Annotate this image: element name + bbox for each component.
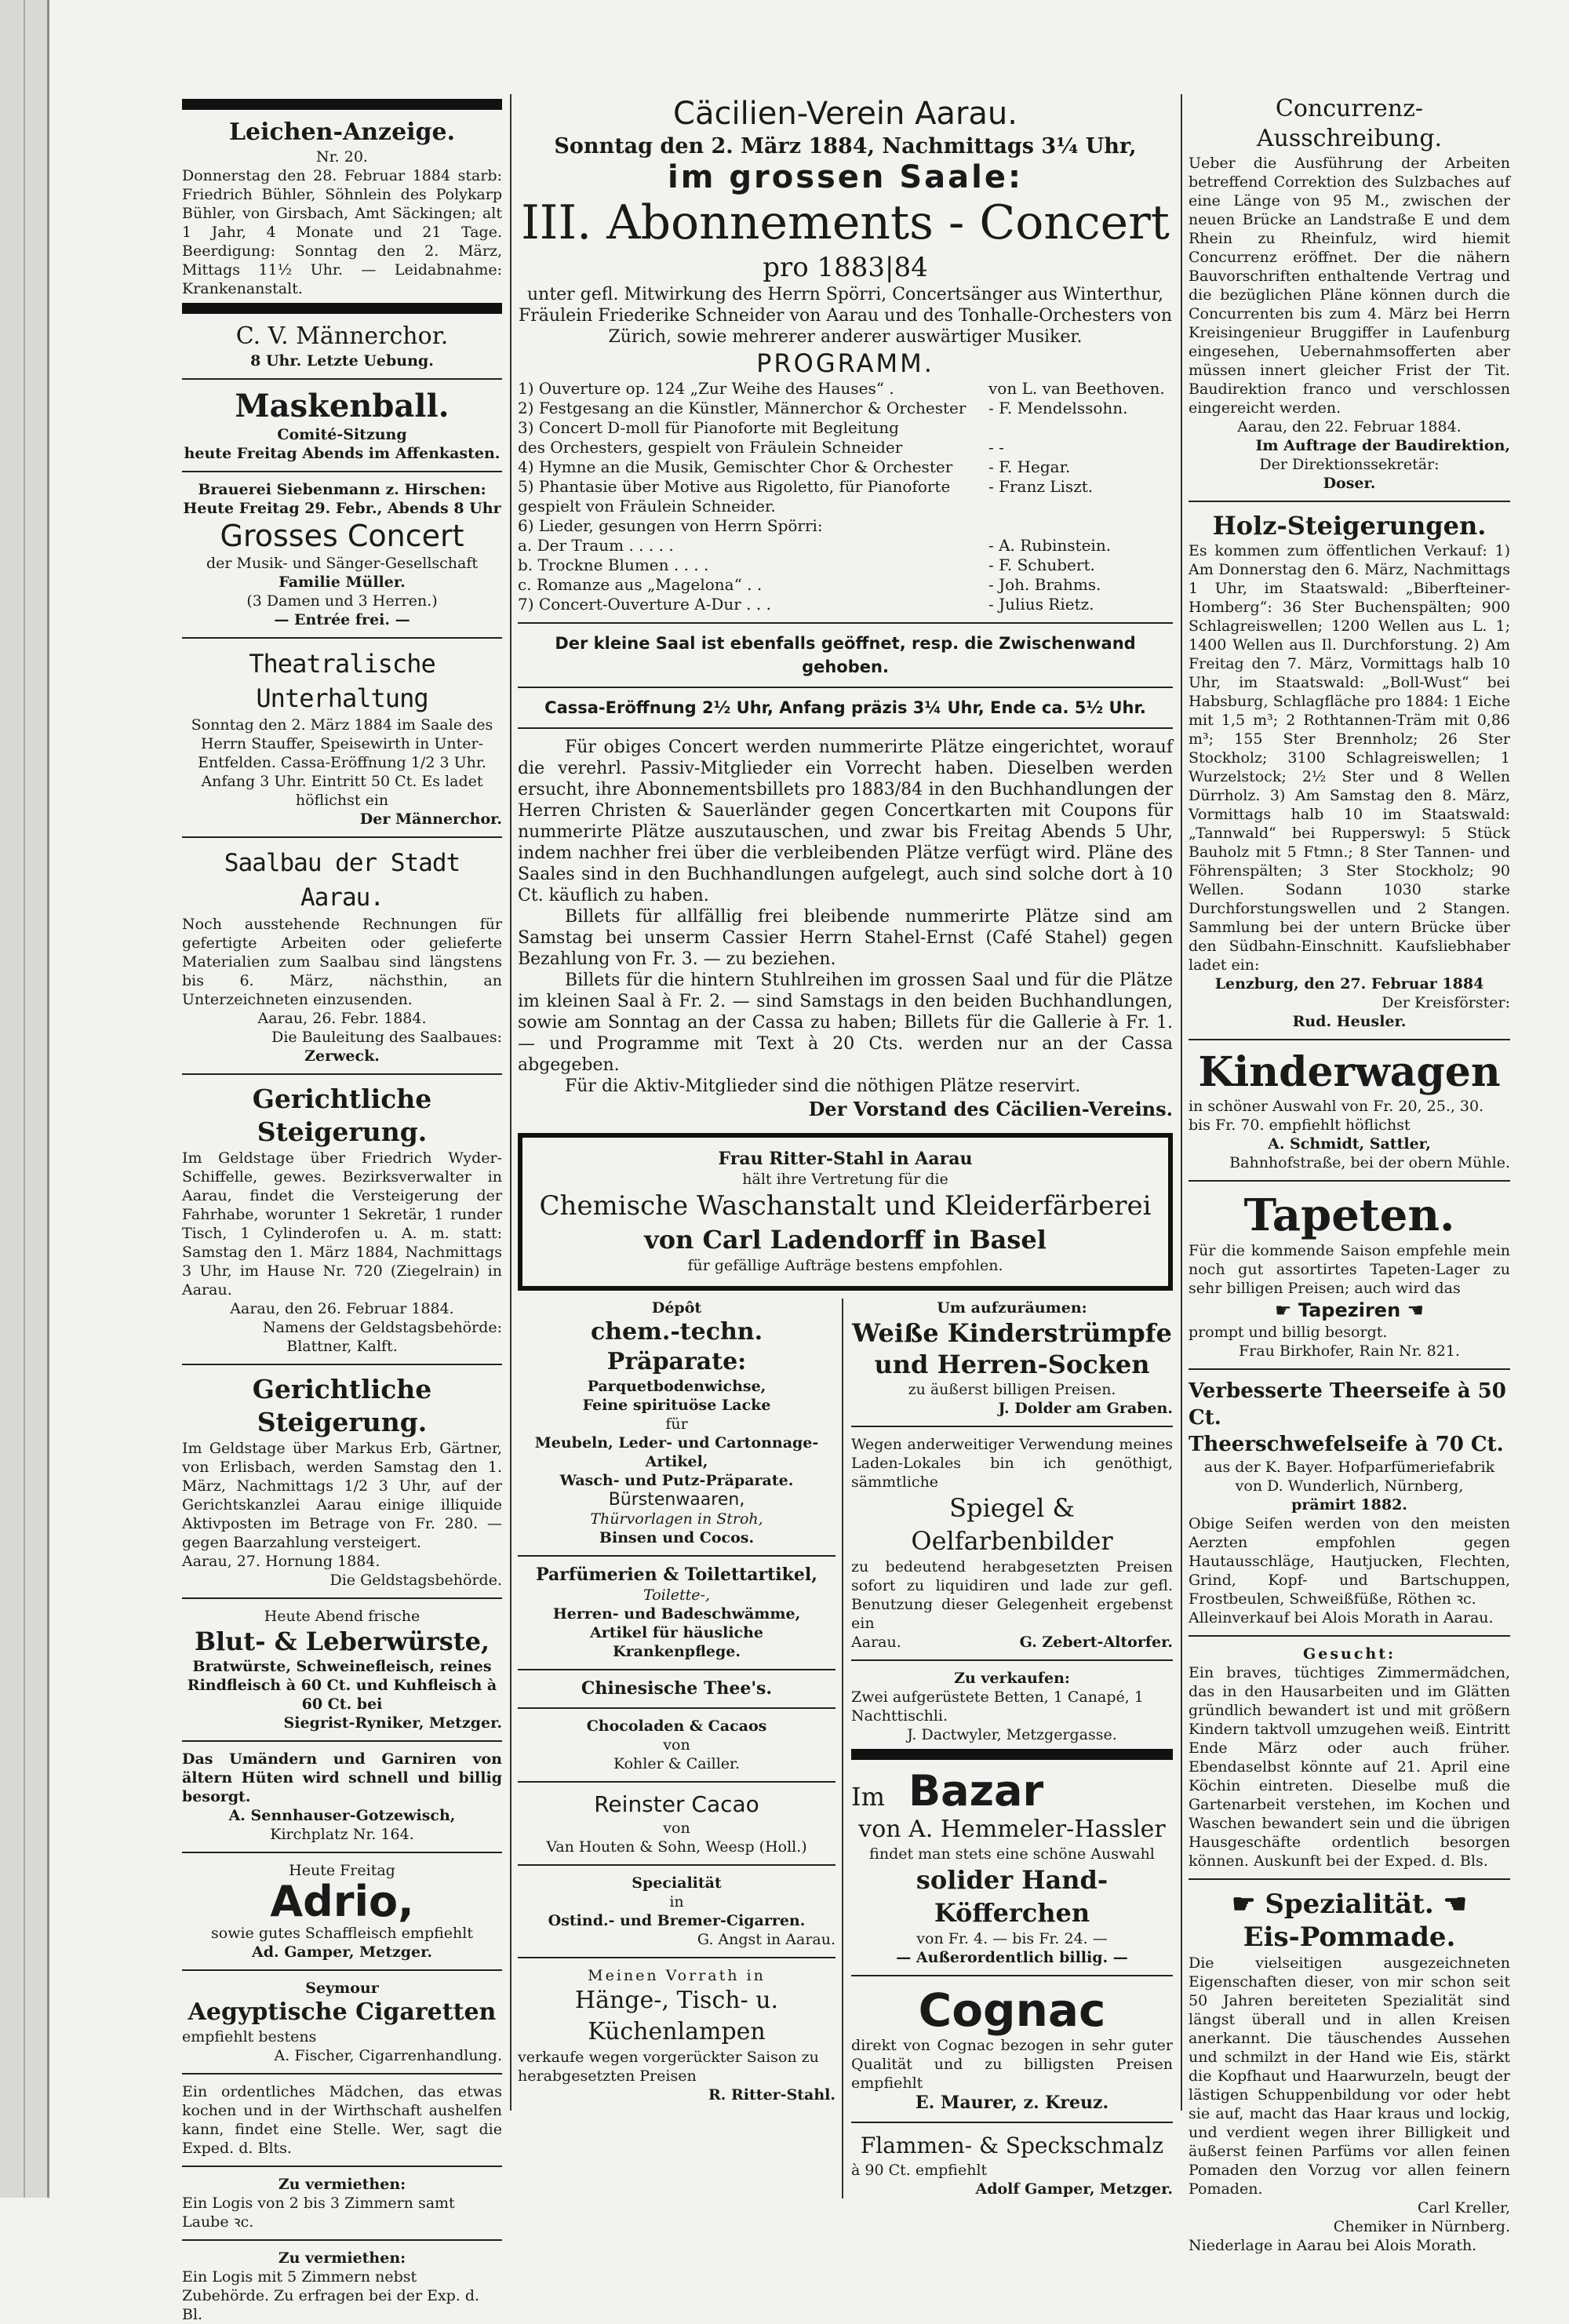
concert-title: III. Abonnements - Concert bbox=[521, 195, 1170, 250]
box-l3: Chemische Waschanstalt und Kleiderfärberei bbox=[539, 1190, 1152, 1222]
ad-holz-title: Holz-Steigerungen. bbox=[1212, 511, 1487, 541]
rule bbox=[851, 1749, 1173, 1760]
concert-org: Cäcilien-Verein Aarau. bbox=[673, 96, 1017, 132]
depot-l3: Parquetbodenwichse, bbox=[587, 1378, 766, 1395]
program-item-piece: b. Trockne Blumen . . . . bbox=[518, 556, 709, 574]
rule bbox=[518, 1707, 835, 1709]
hand-pointer-icon: ☛ bbox=[1232, 1889, 1265, 1920]
lampen-text: verkaufe wegen vorgerückter Saison zu herabgesetzten Preisen bbox=[518, 2049, 819, 2085]
ad-adrio-text: sowie gutes Schaffleisch empfiehlt bbox=[211, 1925, 473, 1942]
ad-seife-title1: Verbesserte Theerseife à 50 Ct. bbox=[1189, 1379, 1506, 1430]
depot-l19: Kohler & Cailler. bbox=[613, 1755, 741, 1772]
rule bbox=[182, 2239, 502, 2241]
rule bbox=[518, 1864, 835, 1866]
program-item-piece: gespielt von Fräulein Schneider. bbox=[518, 497, 776, 515]
depot-l20: Reinster Cacao bbox=[594, 1791, 759, 1817]
rule bbox=[1189, 1039, 1510, 1040]
ad-concurrenz-sig1: Im Auftrage der Baudirektion, bbox=[1255, 437, 1510, 454]
strumpf-sig: J. Dolder am Graben. bbox=[998, 1400, 1173, 1417]
ad-hirschen-l4: Familie Müller. bbox=[278, 574, 406, 591]
program-item bbox=[518, 536, 1173, 556]
program-item bbox=[518, 418, 1173, 438]
spiegel-title: Spiegel & Oelfarbenbilder bbox=[911, 1493, 1113, 1556]
ad-gesucht-title: Gesucht: bbox=[1303, 1645, 1396, 1663]
ad-maedchen-text: Ein ordentliches Mädchen, das etwas kochen und in der Wirthschaft aushelfen kann, findet eine Stelle. Wer, sagt die Exped. d. Blts. bbox=[182, 2083, 502, 2157]
rule bbox=[182, 1073, 502, 1075]
ad-masken-l1: Comité-Sitzung bbox=[277, 426, 407, 443]
concert-cassa: Cassa-Eröffnung 2½ Uhr, Anfang präzis 3¼ Uhr, Ende ca. 5½ Uhr. bbox=[544, 698, 1146, 717]
ad-hirschen-l6: — Entrée frei. — bbox=[274, 611, 410, 628]
lampen-sig: R. Ritter-Stahl. bbox=[708, 2086, 836, 2104]
spiegel-place: Aarau. bbox=[851, 1634, 901, 1651]
ad-adrio-l1: Heute Freitag bbox=[289, 1862, 395, 1879]
depot-l1: Dépôt bbox=[651, 1299, 702, 1317]
ad-concurrenz-text: Ueber die Ausführung der Arbeiten betreffend Correktion des Sulzbaches auf eine Länge von 95 M., zwischen der neuen Brücke an Landstraße E und dem Rhein zu Rheinfulz, wird hiemit Concurrenz eröffnet. Der die nähern Bauvorschriften enthaltende Vertrag und die bezüglichen Pläne können durch die Concurrenten bis zum 4. März bei Herrn Kreisingenieur Bruggiffer in Laufenburg eingesehen, Uebernahmsofferten aber müssen innert gleicher Frist der Tit. Baudirektion franco und verschlossen eingereicht werden. bbox=[1189, 155, 1510, 417]
cognac-text: direkt von Cognac bezogen in sehr guter Qualität und zu billigsten Preisen empfiehlt bbox=[851, 2037, 1173, 2092]
ad-number: Nr. 20. bbox=[316, 148, 368, 166]
page-edge-inner bbox=[8, 0, 25, 2198]
rule bbox=[182, 836, 502, 838]
program-list bbox=[518, 379, 1173, 614]
ad-hirschen-l3: der Musik- und Sänger-Gesellschaft bbox=[206, 555, 479, 572]
betten-title: Zu verkaufen: bbox=[954, 1670, 1070, 1687]
program-item-composer: - F. Hegar. bbox=[988, 457, 1071, 476]
rule bbox=[1189, 501, 1510, 502]
ad-gericht2-title: Gerichtliche Steigerung. bbox=[252, 1374, 432, 1437]
ad-title: Leichen-Anzeige. bbox=[228, 118, 456, 146]
depot-l2: chem.-techn. Präparate: bbox=[590, 1318, 763, 1375]
program-item-piece: 3) Concert D-moll für Pianoforte mit Begleitung bbox=[518, 418, 899, 437]
ad-verm2-title: Zu vermiethen: bbox=[278, 2249, 406, 2267]
program-item-composer: - A. Rubinstein. bbox=[988, 536, 1112, 555]
rule bbox=[518, 1957, 835, 1958]
lampen-l1: Meinen Vorrath in bbox=[588, 1967, 766, 1984]
spiegel-sig-row bbox=[851, 1633, 1173, 1652]
flammen-sig: Adolf Gamper, Metzger. bbox=[975, 2180, 1173, 2198]
ad-pomade-sig3: Niederlage in Aarau bei Alois Morath. bbox=[1189, 2237, 1477, 2254]
ad-depot bbox=[518, 1299, 843, 2198]
betten-text: Zwei aufgerüstete Betten, 1 Canapé, 1 Nachttischli. bbox=[851, 1688, 1144, 1725]
ad-tapeten-sig: Frau Birkhofer, Rain Nr. 821. bbox=[1239, 1342, 1460, 1360]
depot-l13: Herren- und Badeschwämme, bbox=[552, 1605, 801, 1623]
ad-gesucht-text: Ein braves, tüchtiges Zimmermädchen, das in den Hausarbeiten und im Glätten gründlich bewandert ist und mit größern Kindern taktvoll umzugehen weiß. Eintritt Ende März oder auch früher. Ebendaselbst könnte auf 21. April eine Köchin eintreten. Dieselbe muß die Gartenarbeit verstehen, im Kochen und Waschen bewandert sein und die übrigen Hausgeschäfte ordentlich besorgen können. Auskunft bei der Exped. d. Bls. bbox=[1189, 1664, 1510, 1870]
ad-saalbau-sig1: Die Bauleitung des Saalbaues: bbox=[271, 1029, 502, 1046]
depot-l25: Ostind.- und Bremer-Cigarren. bbox=[548, 1912, 806, 1929]
ad-cig-title: Aegyptische Cigaretten bbox=[187, 1998, 497, 2026]
ad-tapeten-l1 bbox=[1189, 1298, 1510, 1323]
cognac-sig: E. Maurer, z. Kreuz. bbox=[915, 2093, 1109, 2113]
rule bbox=[851, 1975, 1173, 1976]
ad-text: Donnerstag den 28. Februar 1884 starb: Friedrich Bühler, Söhnlein des Polykarp Bühler, von Girsbach, Amt Säckingen; alt 1 Jahr, 4 Monate und 21 Tage. Beerdigung: Sonntag den 2. März, Mittags 11½ Uhr. — Leidabnahme: Krankenanstalt. bbox=[182, 167, 502, 297]
ad-masken-l2: heute Freitag Abends im Affenkasten. bbox=[184, 445, 501, 462]
ad-gericht2-sig: Die Geldstagsbehörde. bbox=[329, 1572, 502, 1589]
strumpf-l1: Um aufzuräumen: bbox=[937, 1299, 1087, 1317]
ad-adrio-sig: Ad. Gamper, Metzger. bbox=[251, 1943, 433, 1961]
hand-pointer-icon: ☚ bbox=[1400, 1299, 1425, 1321]
program-item-composer: - - bbox=[988, 438, 1004, 457]
depot-l12: Toilette-, bbox=[643, 1586, 711, 1604]
program-item-piece: 4) Hymne an die Musik, Gemischter Chor & Orchester bbox=[518, 457, 953, 476]
rule bbox=[518, 622, 1173, 624]
depot-l18: von bbox=[663, 1736, 690, 1754]
ad-wurst-title: Blut- & Leberwürste, bbox=[194, 1626, 490, 1656]
rule bbox=[518, 1555, 835, 1557]
flammen-title: Flammen- & Speckschmalz bbox=[860, 2133, 1164, 2158]
spiegel-text2: zu bedeutend herabgesetzten Preisen sofort zu liquidiren und lade zur gefl. Benutzung dieser Gelegenheit ergebenst ein bbox=[851, 1558, 1173, 1632]
rule bbox=[518, 727, 1173, 729]
ad-gericht2-text: Im Geldstage über Markus Erb, Gärtner, von Erlisbach, werden Samstag den 1. März, Nachmittags 1/2 3 Uhr, auf der Gerichtskanzlei Aarau einige illiquide Aktivposten im Betrage von Fr. 280. — gegen Baarzahlung versteigert. bbox=[182, 1440, 502, 1551]
ad-cv-title: C. V. Männerchor. bbox=[235, 322, 449, 350]
rule bbox=[518, 1669, 835, 1670]
depot-l15: Krankenpflege. bbox=[613, 1643, 741, 1660]
ad-tapeten-text2: prompt und billig besorgt. bbox=[1189, 1324, 1388, 1341]
depot-l26: G. Angst in Aarau. bbox=[697, 1931, 836, 1948]
ad-huete-text: Das Umändern und Garniren von ältern Hüten wird schnell und billig besorgt. bbox=[182, 1750, 502, 1805]
ad-kinder-sig2: Bahnhofstraße, bei der obern Mühle. bbox=[1229, 1154, 1510, 1171]
ad-concurrenz-title: Concurrenz-Ausschreibung. bbox=[1256, 95, 1443, 152]
bazar-l3: findet man stets eine schöne Auswahl bbox=[869, 1845, 1155, 1863]
program-item bbox=[518, 399, 1173, 418]
program-item bbox=[518, 595, 1173, 614]
concert-date: Sonntag den 2. März 1884, Nachmittags 3¼ Uhr, bbox=[554, 134, 1137, 158]
program-item-piece: c. Romanze aus „Magelona“ . . bbox=[518, 575, 763, 594]
depot-l5: für bbox=[665, 1415, 688, 1433]
depot-l9: Thürvorlagen in Stroh, bbox=[590, 1510, 763, 1528]
ad-pomade-title2: Eis-Pommade. bbox=[1243, 1921, 1456, 1953]
ad-wurst-l1: Heute Abend frische bbox=[264, 1608, 420, 1625]
depot-l16: Chinesische Thee's. bbox=[581, 1678, 773, 1699]
ad-pomade-sig2: Chemiker in Nürnberg. bbox=[1333, 2218, 1510, 2235]
rule bbox=[182, 471, 502, 472]
depot-l4: Feine spirituöse Lacke bbox=[582, 1397, 771, 1414]
cognac-title: Cognac bbox=[918, 1983, 1106, 2037]
ad-masken-title: Maskenball. bbox=[235, 388, 450, 424]
depot-l6: Meubeln, Leder- und Cartonnage-Artikel, bbox=[534, 1434, 819, 1470]
ad-seife-title2: Theerschwefelseife à 70 Ct. bbox=[1189, 1433, 1504, 1456]
right-column bbox=[1189, 94, 1510, 2255]
hand-pointer-icon: ☚ bbox=[1433, 1889, 1467, 1920]
betten-sig: J. Dactwyler, Metzgergasse. bbox=[907, 1726, 1117, 1743]
ad-tapeten-text: Für die kommende Saison empfehle mein noch gut assortirtes Tapeten-Lager zu sehr billigen Preisen; auch wird das bbox=[1189, 1242, 1510, 1297]
ad-holz-text: Es kommen zum öffentlichen Verkauf: 1) Am Donnerstag den 6. März, Nachmittags 1 Uhr, im Staatswald: „Biberfteiner-Homberg“: 36 Ster Buchenspälten; 900 Schlagreiswellen; 1200 Wellen aus L. 1; 1400 Wellen aus Il. Durchforstung. 2) Am Freitag den 7. März, Vormittags halb 10 Uhr, im Staatswald: „Boll-Wust“ bei Habsburg, Schlagfläche pro 1884: 1 Eiche mit 1,5 m³; 2 Rothtannen-Träm mit 0,86 m³; 155 Ster Brennholz; 26 Ster Stockholz; 3100 Schlagreiswellen; 1 Wurzelstock; 2½ Ster und 8 Wellen Dürrholz. 3) Am Samstag den 8. März, Vormittags halb 10 im Staatswald: „Tannwald“ bei Rupperswyl: 5 Stück Bauholz mit 5 Ftmn.; 8 Ster Tannen- und Föhrenspälten; 3 Ster Stockholz; 90 Wellen. Sodann 1030 starke Durchforstungswellen und 2 Stangen. Sammlung bei der untern Brücke über den Südbahn-Einschnitt. Kaufsliebhaber ladet ein: bbox=[1189, 542, 1510, 974]
depot-l24: in bbox=[669, 1893, 684, 1911]
concert-p2: Billets für allfällig frei bleibende nummerirte Plätze sind am Samstag bei unserm Cassier Herrn Stahel-Ernst (Café Stahel) gegen Bezahlung von Fr. 3. — zu beziehen. bbox=[518, 907, 1173, 969]
box-l2: hält ihre Vertretung für die bbox=[742, 1171, 948, 1188]
program-item-piece: a. Der Traum . . . . . bbox=[518, 536, 674, 555]
ad-gericht1-text: Im Geldstage über Friedrich Wyder-Schiffelle, gewes. Bezirksverwalter in Aarau, findet die Versteigerung der Fahrhabe, worunter 1 Sekretär, 1 runder Tisch, 1 Cylinderofen u. A. m. statt: Samstag den 1. März 1884, Nachmittags 3 Uhr, im Hause Nr. 720 (Ziegelrain) in Aarau. bbox=[182, 1149, 502, 1299]
ad-tapeten-l1-text: Tapeziren bbox=[1298, 1299, 1401, 1321]
ad-concurrenz-date: Aarau, den 22. Februar 1884. bbox=[1237, 418, 1462, 435]
program-item bbox=[518, 477, 1173, 497]
ad-holz-sig1: Der Kreisförster: bbox=[1382, 994, 1510, 1011]
rule bbox=[182, 303, 502, 314]
ad-pomade-title1 bbox=[1189, 1888, 1510, 1921]
rule bbox=[182, 1969, 502, 1971]
depot-l22: Van Houten & Sohn, Weesp (Holl.) bbox=[546, 1838, 807, 1856]
rule bbox=[518, 1781, 835, 1783]
bazar-head bbox=[851, 1768, 1173, 1815]
ad-kinder-text: in schöner Auswahl von Fr. 20, 25., 30. bis Fr. 70. empfiehlt höflichst bbox=[1189, 1098, 1484, 1134]
rule bbox=[1189, 1180, 1510, 1182]
program-item bbox=[518, 438, 1173, 457]
ad-huete-sig2: Kirchplatz Nr. 164. bbox=[270, 1826, 414, 1843]
program-item-composer: - Franz Liszt. bbox=[988, 477, 1094, 496]
ad-seife-pr: prämirt 1882. bbox=[1291, 1496, 1407, 1514]
ad-saalbau-title: Saalbau der Stadt Aarau. bbox=[224, 849, 461, 912]
program-item-piece: 6) Lieder, gesungen von Herrn Spörri: bbox=[518, 516, 823, 535]
depot-l17: Chocoladen & Cacaos bbox=[586, 1718, 767, 1735]
rule bbox=[182, 637, 502, 639]
ad-hirschen-l5: (3 Damen und 3 Herren.) bbox=[246, 592, 438, 610]
concert-season: pro 1883|84 bbox=[763, 252, 928, 283]
box-l4: von Carl Ladendorff in Basel bbox=[644, 1225, 1047, 1255]
ad-adrio-title: Adrio, bbox=[270, 1877, 414, 1926]
rule bbox=[182, 1852, 502, 1853]
program-item-piece: 7) Concert-Ouverture A-Dur . . . bbox=[518, 595, 771, 614]
bazar-l5: von Fr. 4. — bis Fr. 24. — bbox=[916, 1930, 1108, 1947]
ad-pomade-sig1: Carl Kreller, bbox=[1417, 2199, 1510, 2217]
rule bbox=[518, 687, 1173, 688]
ad-pomade-text: Die vielseitigen ausgezeichneten Eigenschaften dieser, von mir schon seit 50 Jahren bereiteten Spezialität sind längst überall und in allen Kreisen anerkannt. Die täuschendes Aussehen und schmilzt in der Hand wie Eis, stärkt die Kopfhaut und Haarwurzeln, beugt der lästigen Schuppenbildung vor oder hebt sie auf, macht das Haar kraus und lockig, und verdient wegen ihrer Billigkeit und äußerst feinen Parfüms vor allen feinen Pomaden den Vorzug vor allen feinern Pomaden. bbox=[1189, 1954, 1510, 2198]
concert-hall: im grossen Saale: bbox=[668, 159, 1023, 195]
rule bbox=[1189, 1368, 1510, 1370]
depot-l7: Wasch- und Putz-Präparate. bbox=[559, 1472, 794, 1489]
ad-seife-text3: Alleinverkauf bei Alois Morath in Aarau. bbox=[1189, 1609, 1494, 1626]
ad-verm2-text: Ein Logis mit 5 Zimmern nebst Zubehörde. Zu erfragen bei der Exp. d. Bl. bbox=[182, 2268, 480, 2323]
left-column bbox=[182, 94, 502, 2324]
column-divider-right bbox=[1181, 94, 1182, 2111]
flammen-l1: à 90 Ct. empfiehlt bbox=[851, 2162, 988, 2179]
strumpf-title: Weiße Kinderstrümpfe und Herren-Socken bbox=[852, 1318, 1172, 1379]
ad-right-sub bbox=[843, 1299, 1173, 2198]
ad-holz-sig2: Rud. Heusler. bbox=[1292, 1013, 1407, 1030]
rule bbox=[182, 378, 502, 380]
concert-intro: unter gefl. Mitwirkung des Herrn Spörri, Concertsänger aus Winterthur, Fräulein Friederike Schneider von Aarau und des Tonhalle-Orchesters von Zürich, sowie mehrerer anderer auswärtiger Musiker. bbox=[518, 285, 1173, 347]
middle-column bbox=[518, 94, 1173, 2198]
ad-gericht1-sig2: Blattner, Kalft. bbox=[286, 1338, 398, 1355]
spiegel-sig: G. Zebert-Altorfer. bbox=[1019, 1634, 1173, 1651]
ad-seife-text2: Obige Seifen werden von den meisten Aerzten empfohlen gegen Hautausschläge, Hautjucken, Flechten, Grind, Kopf- und Bartschuppen, Frostbeulen, Schweißfüße, Röthen ꝛc. bbox=[1189, 1515, 1510, 1608]
program-item-composer: - F. Schubert. bbox=[988, 556, 1095, 574]
box-l5: für gefällige Aufträge bestens empfohlen. bbox=[687, 1257, 1003, 1274]
ad-saalbau-date: Aarau, 26. Febr. 1884. bbox=[257, 1010, 427, 1027]
ad-gericht1-sig1: Namens der Geldstagsbehörde: bbox=[262, 1319, 502, 1336]
ad-wurst-sig: Siegrist-Ryniker, Metzger. bbox=[283, 1714, 502, 1732]
spiegel-text1: Wegen anderweitiger Verwendung meines Laden-Lokales bin ich genöthigt, sämmtliche bbox=[851, 1436, 1173, 1491]
ad-theater-title: Theatralische Unterhaltung bbox=[249, 649, 435, 713]
ad-holz-date: Lenzburg, den 27. Februar 1884 bbox=[1214, 975, 1484, 993]
concert-kleiner: Der kleine Saal ist ebenfalls geöffnet, resp. die Zwischenwand gehoben. bbox=[555, 634, 1136, 676]
program-item-composer: - F. Mendelssohn. bbox=[988, 399, 1128, 417]
ad-huete-sig1: A. Sennhauser-Gotzewisch, bbox=[228, 1807, 456, 1824]
program-item-piece: des Orchesters, gespielt von Fräulein Schneider bbox=[518, 438, 903, 457]
ad-saalbau-text: Noch ausstehende Rechnungen für gefertigte Arbeiten oder gelieferte Materialien zum Saalbau sind längstens bis 6. März, nächsthin, an Unterzeichneten einzusenden. bbox=[182, 916, 502, 1008]
program-item bbox=[518, 379, 1173, 399]
ad-hirschen-title: Grosses Concert bbox=[220, 519, 464, 553]
program-item-composer: - Julius Rietz. bbox=[988, 595, 1094, 614]
ad-kinder-title: Kinderwagen bbox=[1198, 1048, 1501, 1096]
bazar-l4: solider Hand-Köfferchen bbox=[916, 1865, 1108, 1928]
program-item-composer: - Joh. Brahms. bbox=[988, 575, 1101, 594]
program-item bbox=[518, 497, 1173, 516]
concert-sig: Der Vorstand des Cäcilien-Vereins. bbox=[808, 1098, 1173, 1120]
ad-cig-sig: A. Fischer, Cigarrenhandlung. bbox=[274, 2047, 502, 2064]
program-item-piece: 2) Festgesang an die Künstler, Männerchor & Orchester bbox=[518, 399, 967, 417]
ad-gericht1-title: Gerichtliche Steigerung. bbox=[252, 1084, 432, 1147]
rule bbox=[182, 1740, 502, 1742]
ad-verm1-text: Ein Logis von 2 bis 3 Zimmern samt Laube ꝛc. bbox=[182, 2195, 455, 2231]
program-item-composer: von L. van Beethoven. bbox=[988, 379, 1165, 398]
ad-gericht2-date: Aarau, 27. Hornung 1884. bbox=[182, 1553, 380, 1570]
ad-ritter-box bbox=[518, 1133, 1173, 1291]
program-title: PROGRAMM. bbox=[756, 348, 934, 378]
ad-wurst-text: Bratwürste, Schweinefleisch, reines Rindfleisch à 60 Ct. und Kuhfleisch à 60 Ct. bei bbox=[187, 1658, 497, 1713]
ad-gericht1-date: Aarau, den 26. Februar 1884. bbox=[230, 1300, 454, 1317]
ad-cv-sub: 8 Uhr. Letzte Uebung. bbox=[250, 352, 434, 370]
bazar-l6: — Außerordentlich billig. — bbox=[896, 1949, 1128, 1966]
box-l1: Frau Ritter-Stahl in Aarau bbox=[718, 1149, 973, 1169]
program-item bbox=[518, 575, 1173, 595]
hand-pointer-icon: ☛ bbox=[1274, 1299, 1298, 1321]
rule bbox=[182, 99, 502, 110]
program-item-piece: 5) Phantasie über Motive aus Rigoletto, für Pianoforte bbox=[518, 477, 951, 496]
rule bbox=[182, 2166, 502, 2167]
rule bbox=[1189, 1635, 1510, 1637]
program-item-piece: 1) Ouverture op. 124 „Zur Weihe des Hauses“ . bbox=[518, 379, 894, 398]
bazar-l2: von A. Hemmeler-Hassler bbox=[858, 1816, 1166, 1843]
rule bbox=[851, 1659, 1173, 1661]
bazar-l1: Im bbox=[851, 1782, 886, 1812]
ad-concurrenz-sig3: Doser. bbox=[1323, 475, 1376, 492]
concert-p4: Für die Aktiv-Mitglieder sind die nöthigen Plätze reservirt. bbox=[565, 1076, 1081, 1096]
ad-verm1-title: Zu vermiethen: bbox=[278, 2176, 406, 2193]
bazar-title: Bazar bbox=[908, 1766, 1044, 1816]
lampen-title: Hänge-, Tisch- u. Küchenlampen bbox=[574, 1987, 779, 2045]
column-divider-left bbox=[510, 94, 511, 2111]
rule bbox=[182, 2073, 502, 2074]
ad-cig-l2: empfiehlt bestens bbox=[182, 2028, 317, 2045]
ad-saalbau-sig2: Zerweck. bbox=[304, 1047, 380, 1065]
ad-tapeten-title: Tapeten. bbox=[1243, 1189, 1455, 1241]
ad-concurrenz-sig2: Der Direktionssekretär: bbox=[1259, 456, 1440, 473]
ad-kinder-sig1: A. Schmidt, Sattler, bbox=[1268, 1135, 1431, 1153]
ad-cig-l1: Seymour bbox=[305, 1980, 379, 1997]
concert-p3: Billets für die hintern Stuhlreihen im grossen Saal und für die Plätze im kleinen Saal à Fr. 2. — sind Samstags in den beiden Buchhandlungen, sowie am Sonntag an der Cassa zu haben; Billets für die Gallerie à Fr. 1. — und Programme mit Text à 20 Cts. werden nur an der Cassa abgegeben. bbox=[518, 971, 1173, 1075]
ad-theater-text: Sonntag den 2. März 1884 im Saale des Herrn Stauffer, Speisewirth in Unter-Entfelden. Cassa-Eröffnung 1/2 3 Uhr. Anfang 3 Uhr. Eintritt 50 Ct. Es ladet höflichst ein bbox=[191, 716, 493, 809]
ad-pomade-title1-text: Spezialität. bbox=[1265, 1889, 1434, 1920]
program-item bbox=[518, 457, 1173, 477]
ad-hirschen-l1: Brauerei Siebenmann z. Hirschen: bbox=[198, 481, 486, 498]
depot-l8: Bürstenwaaren, bbox=[608, 1490, 745, 1510]
ad-seife-text: aus der K. Bayer. Hofparfümeriefabrik von D. Wunderlich, Nürnberg, bbox=[1203, 1459, 1495, 1495]
ad-theater-sig: Der Männerchor. bbox=[359, 810, 502, 828]
rule bbox=[182, 1597, 502, 1599]
depot-l21: von bbox=[663, 1819, 690, 1837]
program-item bbox=[518, 516, 1173, 536]
strumpf-text: zu äußerst billigen Preisen. bbox=[908, 1381, 1116, 1398]
depot-l11: Parfümerien & Toilettartikel, bbox=[536, 1565, 817, 1585]
rule bbox=[1189, 1878, 1510, 1880]
depot-l23: Specialität bbox=[632, 1874, 722, 1892]
program-item bbox=[518, 556, 1173, 575]
ad-hirschen-l2: Heute Freitag 29. Febr., Abends 8 Uhr bbox=[183, 500, 501, 517]
middle-lower bbox=[518, 1299, 1173, 2198]
concert-p1: Für obiges Concert werden nummerirte Plätze eingerichtet, worauf die verehrl. Passiv-Mitglieder ein Vorrecht haben. Dieselben werden ersucht, ihre Abonnementsbillets pro 1883/84 in den Buchhandlungen der Herren Christen & Sauerländer gegen Concertkarten mit Coupons für nummerirte Plätze auszutauschen, und zwar bis Freitag Abends 5 Uhr, indem nachher frei über die verbleibenden Plätze verfügt wird. Pläne des Saales sind in den Buchhandlungen aufgelegt, auch sind solche dort à 10 Ct. käuflich zu haben. bbox=[518, 738, 1173, 905]
rule bbox=[851, 2122, 1173, 2123]
ad-leichen bbox=[182, 118, 502, 298]
rule bbox=[182, 1364, 502, 1365]
depot-l10: Binsen und Cocos. bbox=[599, 1529, 755, 1546]
depot-l14: Artikel für häusliche bbox=[590, 1624, 764, 1641]
rule bbox=[851, 1426, 1173, 1427]
